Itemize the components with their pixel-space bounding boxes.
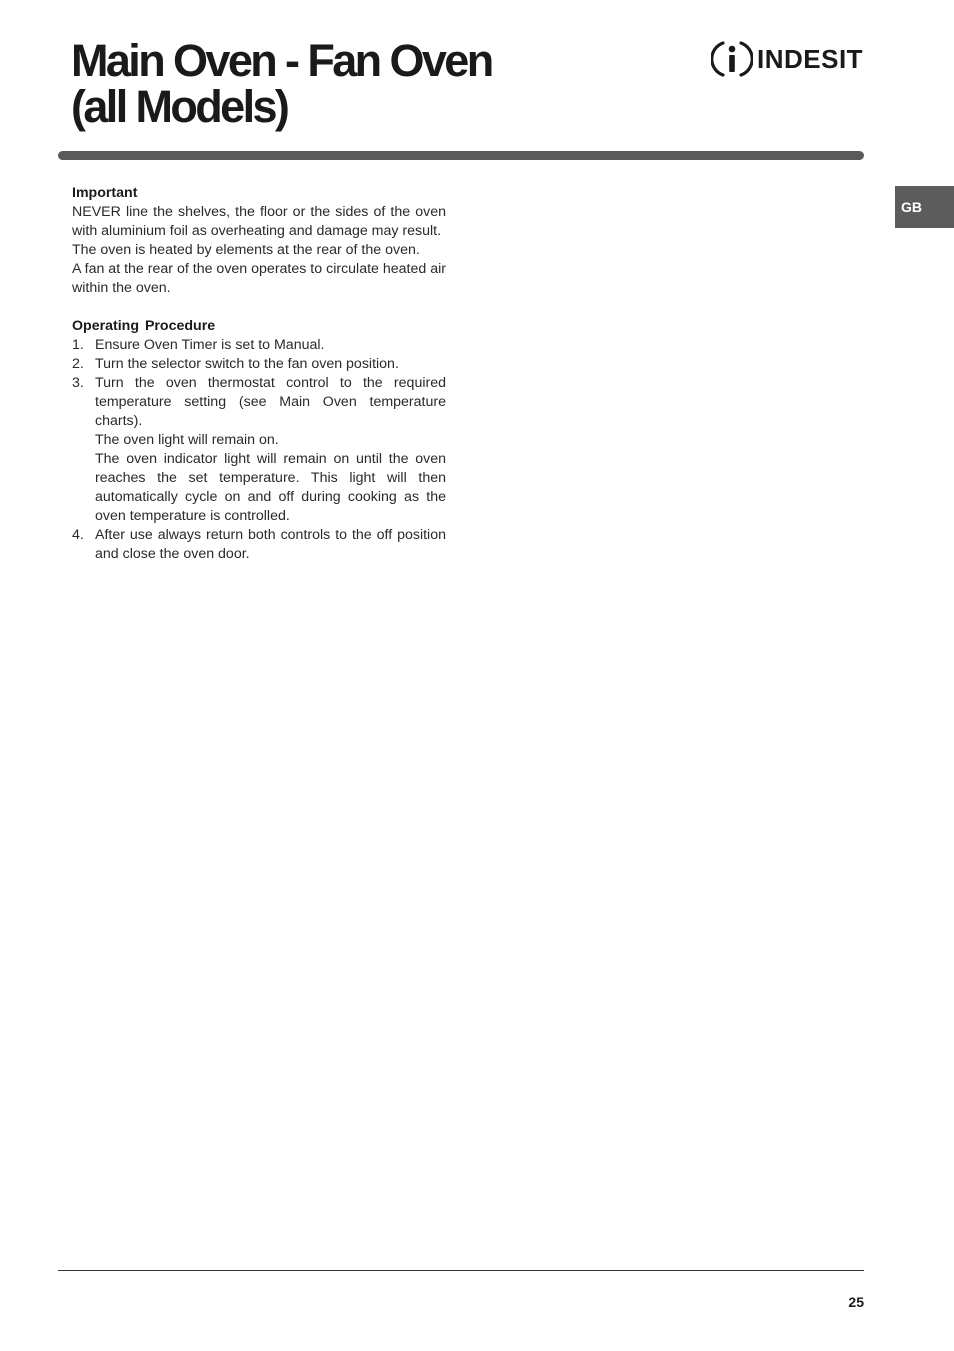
step-text: The oven light will remain on. (95, 432, 279, 448)
step-number: 4. (72, 527, 84, 543)
footer-divider (58, 1270, 864, 1271)
procedure-steps (72, 336, 446, 564)
main-content (72, 184, 446, 564)
step-number: 2. (72, 356, 84, 372)
procedure-step (72, 355, 446, 374)
important-heading: Important (72, 185, 138, 201)
page-title (71, 35, 492, 132)
page-title-line-1: Main Oven - Fan Oven (71, 35, 492, 86)
procedure-step (72, 336, 446, 355)
important-paragraph: A fan at the rear of the oven operates to circulate heated air within the oven. (72, 261, 446, 296)
important-paragraph: NEVER line the shelves, the floor or the sides of the oven with aluminium foil as overheating and damage may result. (72, 204, 446, 239)
step-text: After use always return both controls to the off position and close the oven door. (95, 527, 446, 562)
page-title-line-2: (all Models) (71, 81, 288, 132)
section-spacer (72, 298, 446, 317)
step-text: Turn the selector switch to the fan oven position. (95, 356, 399, 372)
indesit-i-icon (711, 38, 753, 80)
step-text: The oven indicator light will remain on until the oven reaches the set temperature. This light will then automatically cycle on and off during cooking as the oven temperature is controlled. (95, 451, 446, 524)
step-text: Ensure Oven Timer is set to Manual. (95, 337, 325, 353)
step-number: 1. (72, 337, 84, 353)
step-number: 3. (72, 375, 84, 391)
indesit-logo (711, 38, 865, 82)
header-divider (58, 151, 864, 160)
brand-wordmark: INDESIT (757, 44, 864, 74)
procedure-step (72, 526, 446, 564)
language-tab: GB (895, 186, 954, 228)
procedure-heading: Operating Procedure (72, 318, 216, 334)
important-paragraph: The oven is heated by elements at the rear of the oven. (72, 242, 420, 258)
step-text: Turn the oven thermostat control to the required temperature setting (see Main Oven temperature charts). (95, 375, 446, 429)
procedure-step (72, 374, 446, 526)
page-number: 25 (848, 1294, 864, 1310)
